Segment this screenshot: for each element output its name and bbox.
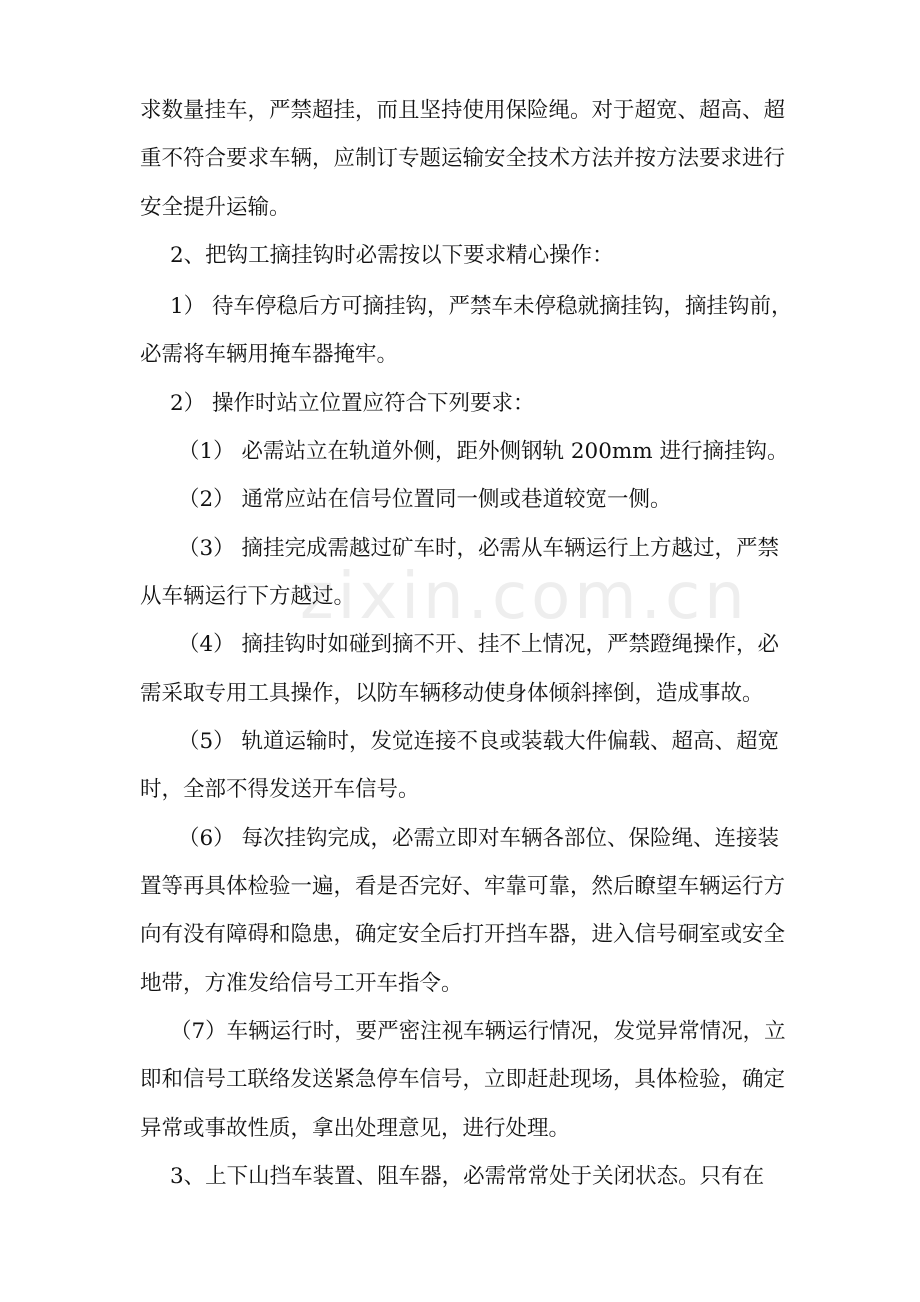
sub-list-item: （5） 轨道运输时，发觉连接不良或装载大件偏载、超高、超宽 [178, 729, 780, 754]
text-line: 置等再具体检验一遍，看是否完好、牢靠可靠，然后瞭望车辆运行方 [140, 874, 786, 899]
text-line: 时，全部不得发送开车信号。 [140, 777, 420, 802]
text-line: 必需将车辆用掩车器掩牢。 [140, 342, 399, 367]
sub-list-item: （2） 通常应站在信号位置同一侧或巷道较宽一侧。 [178, 487, 672, 512]
sub-list-item: （1） 必需站立在轨道外侧，距外侧钢轨 200mm 进行摘挂钩。 [178, 439, 789, 464]
sub-list-item: （7）车辆运行时，要严密注视车辆运行情况，发觉异常情况，立 [170, 1019, 786, 1044]
text-line: 安全提升运输。 [140, 195, 291, 220]
text-line: 需采取专用工具操作，以防车辆移动使身体倾斜摔倒，造成事故。 [140, 681, 764, 706]
text-line: 重不符合要求车辆，应制订专题运输安全技术方法并按方法要求进行 [140, 146, 786, 171]
text-line: 从车辆运行下方越过。 [140, 584, 356, 609]
text-line: 即和信号工联络发送紧急停车信号，立即赶赴现场，具体检验，确定 [140, 1067, 786, 1092]
list-item: 2） 操作时站立位置应符合下列要求： [170, 391, 535, 416]
text-line: 求数量挂车，严禁超挂，而且坚持使用保险绳。对于超宽、超高、超 [140, 98, 786, 123]
text-line: 地带，方准发给信号工开车指令。 [140, 971, 463, 996]
sub-list-item: （3） 摘挂完成需越过矿车时，必需从车辆运行上方越过，严禁 [178, 536, 780, 561]
sub-list-item: （4） 摘挂钩时如碰到摘不开、挂不上情况，严禁蹬绳操作，必 [178, 632, 780, 657]
section-heading: 2、把钩工摘挂钩时必需按以下要求精心操作： [170, 243, 614, 268]
section-heading: 3、上下山挡车装置、阻车器，必需常常处于关闭状态。只有在 [170, 1164, 765, 1189]
text-line: 异常或事故性质，拿出处理意见，进行处理。 [140, 1116, 571, 1141]
text-line: 向有没有障碍和隐患，确定安全后打开挡车器，进入信号硐室或安全 [140, 922, 786, 947]
list-item: 1） 待车停稳后方可摘挂钩，严禁车未停稳就摘挂钩，摘挂钩前， [170, 294, 793, 319]
sub-list-item: （6） 每次挂钩完成，必需立即对车辆各部位、保险绳、连接装 [178, 826, 780, 851]
watermark: zixin.com.cn [300, 560, 749, 634]
